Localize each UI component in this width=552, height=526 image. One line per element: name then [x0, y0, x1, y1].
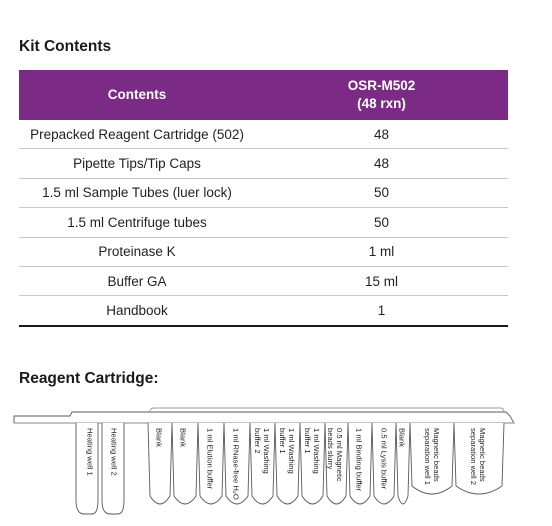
well-label: [232, 428, 241, 500]
well-label: [155, 428, 164, 447]
well-label: [110, 428, 119, 476]
well-label: [398, 428, 407, 447]
qty-cell: 1: [255, 296, 508, 326]
kit-contents-table: [19, 70, 508, 327]
well-label-line1: Heating well 1: [85, 428, 95, 476]
well-label: [86, 428, 95, 476]
item-cell: Handbook: [19, 296, 255, 326]
qty-cell: 15 ml: [255, 266, 508, 295]
qty-cell: 48: [255, 120, 508, 149]
well-label-line1: 0.5 ml Magnetic: [335, 428, 344, 482]
well-label-line2: buffer 1: [278, 428, 287, 454]
well-label-line2: buffer 1: [303, 428, 312, 454]
well-label-line1: 1 ml Elution buffer: [205, 428, 215, 490]
well-label-line1: 1 ml RNase-free H₂O: [231, 428, 241, 500]
reagent-cartridge-diagram: [0, 404, 552, 526]
qty-cell: 50: [255, 178, 508, 207]
well-label-line2: buffer 2: [253, 428, 262, 454]
table-header-row: [19, 70, 508, 120]
table-row: [19, 208, 508, 237]
product-reactions: (48 rxn): [357, 95, 406, 111]
table-row: [19, 237, 508, 266]
kit-contents-title: Kit Contents: [19, 38, 112, 55]
qty-cell: 1 ml: [255, 237, 508, 266]
well-label-line2: separation well 2: [469, 428, 478, 485]
contents-column-header: Contents: [19, 70, 255, 120]
well-label-line1: 1 ml Washing: [287, 428, 296, 474]
well-label-line1: Blank: [397, 428, 407, 447]
qty-cell: 50: [255, 208, 508, 237]
well-label-line1: Blank: [154, 428, 164, 447]
well-label: [179, 428, 188, 447]
item-cell: Proteinase K: [19, 237, 255, 266]
well-label: [380, 428, 389, 490]
product-code: OSR-M502: [347, 77, 416, 93]
table-row: [19, 296, 508, 326]
well-label-line1: Heating well 2: [109, 428, 119, 476]
well-label-line2: separation well 1: [423, 428, 432, 485]
product-column-header: [255, 70, 508, 120]
item-cell: 1.5 ml Sample Tubes (luer lock): [19, 178, 255, 207]
item-cell: Pipette Tips/Tip Caps: [19, 149, 255, 178]
item-cell: Prepacked Reagent Cartridge (502): [19, 120, 255, 149]
well-label-line1: 0.5 ml Lysis buffer: [379, 428, 389, 490]
well-label: [423, 428, 441, 485]
table-row: [19, 149, 508, 178]
well-label: [206, 428, 215, 490]
reagent-cartridge-title: Reagent Cartridge:: [19, 370, 159, 387]
well-label-line1: Magnetic beads: [432, 428, 441, 482]
table-row: [19, 120, 508, 149]
well-label-line1: Magnetic beads: [478, 428, 487, 482]
well-label-line1: 1 ml Washing: [262, 428, 271, 474]
item-cell: Buffer GA: [19, 266, 255, 295]
qty-cell: 48: [255, 149, 508, 178]
well-label-line1: 1 ml Washing: [312, 428, 321, 474]
well-label-line1: 1 ml Binding buffer: [354, 428, 364, 492]
well-label: [469, 428, 487, 485]
well-label-line1: Blank: [178, 428, 188, 447]
well-label-line2: beads slurry: [326, 428, 335, 470]
table-row: [19, 178, 508, 207]
well-label: [355, 428, 364, 492]
table-row: [19, 266, 508, 295]
item-cell: 1.5 ml Centrifuge tubes: [19, 208, 255, 237]
